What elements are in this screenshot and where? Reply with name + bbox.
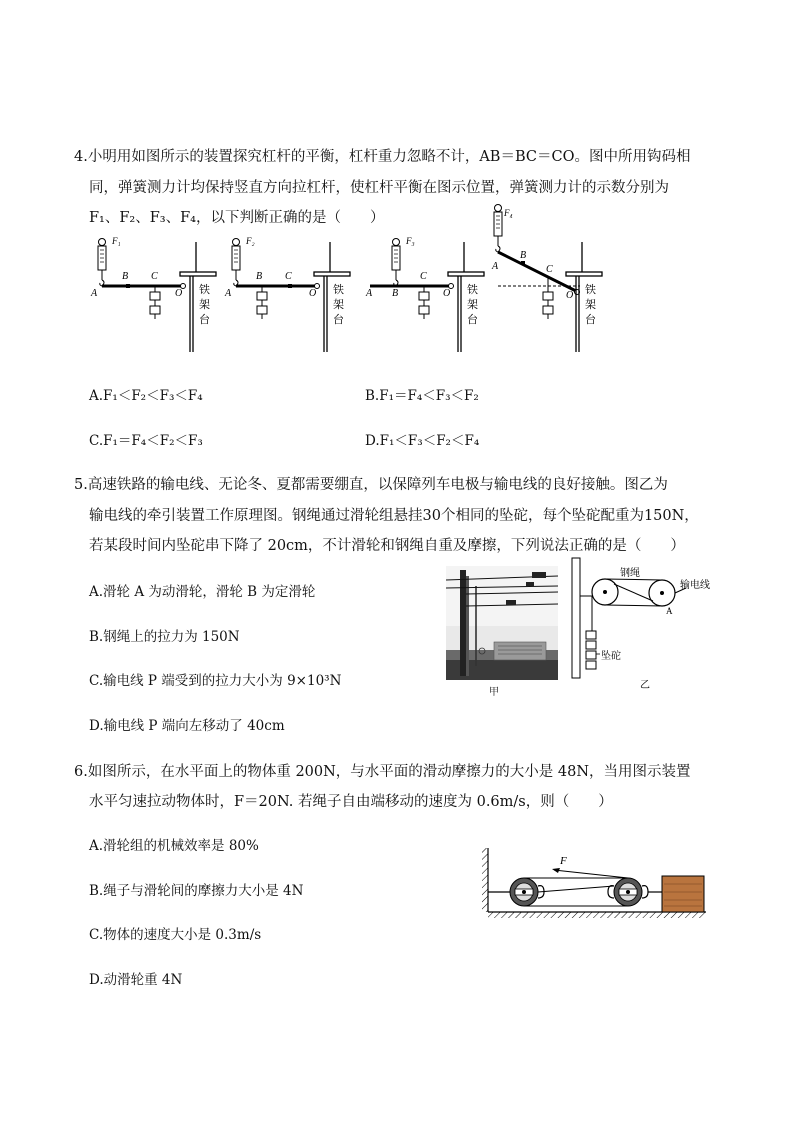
q4-a-label-1: A — [91, 288, 98, 299]
q5-rope-label: 钢绳 — [620, 568, 640, 579]
q4-c-label-1: C — [151, 271, 158, 282]
q4-a-label-2: A — [225, 288, 232, 299]
q4-stem-line-3: F₁、F₂、F₃、F₄，以下判断正确的是（ ） — [89, 210, 385, 226]
q4-option-d: D.F₁＜F₃＜F₂＜F₄ — [365, 433, 480, 449]
q5-caption-yi: 乙 — [640, 680, 650, 691]
q4-stand-label-3c: 台 — [467, 314, 478, 326]
q4-b-label-3: B — [392, 288, 399, 299]
q4-b-label-1: B — [122, 271, 129, 282]
q5-stem-line-2: 输电线的牵引装置工作原理图。钢绳通过滑轮组悬挂30个相同的坠砣，每个坠砣配重为150N， — [89, 508, 699, 524]
q4-stand-label-4c: 台 — [585, 314, 596, 326]
q4-option-b: B.F₁＝F₄＜F₃＜F₂ — [365, 388, 479, 404]
q5-weight-label: 坠砣 — [601, 651, 621, 662]
q4-stand-label-2c: 台 — [333, 314, 344, 326]
q4-stand-label-3b: 架 — [467, 299, 478, 311]
q6-option-c: C.物体的速度大小是 0.3m/s — [89, 927, 262, 943]
q4-a-label-4: A — [492, 261, 499, 272]
q5-stem-line-3: 若某段时间内坠砣串下降了 20cm，不计滑轮和钢绳自重及摩擦，下列说法正确的是（ ） — [89, 538, 685, 554]
q4-stand-label-1c: 台 — [199, 314, 210, 326]
q6-pulley-figure — [478, 842, 710, 922]
q5-wire-label: 输电线 — [680, 580, 710, 591]
q4-stand-label-4b: 架 — [585, 299, 596, 311]
q4-stem-line-2: 同，弹簧测力计均保持竖直方向拉杠杆，使杠杆平衡在图示位置，弹簧测力计的示数分别为 — [89, 180, 669, 196]
q4-o-label-4: O — [566, 290, 574, 301]
q5-caption-jia: 甲 — [489, 687, 499, 698]
q4-f4-label: F₄ — [504, 208, 513, 218]
q4-panel-4 — [491, 205, 602, 353]
q4-c-label-2: C — [285, 271, 292, 282]
q4-b-label-4: B — [520, 250, 527, 261]
q5-pulley-a-label: A — [666, 606, 673, 616]
q6-stem-line-2: 水平匀速拉动物体时，F＝20N. 若绳子自由端移动的速度为 0.6m/s，则（ ） — [89, 794, 613, 810]
q6-option-b: B.绳子与滑轮间的摩擦力大小是 4N — [89, 883, 304, 899]
q4-c-label-3: C — [420, 271, 427, 282]
q4-stand-label-1b: 架 — [199, 299, 210, 311]
q4-o-label-2: O — [309, 288, 317, 299]
q4-panel-1 — [90, 236, 216, 352]
q5-diagram-yi — [568, 556, 728, 696]
q4-stem-line-1: 4.小明用如图所示的装置探究杠杆的平衡，杠杆重力忽略不计，AB＝BC＝CO。图中所用钩码相 — [74, 149, 691, 165]
q4-stand-label-2a: 铁 — [333, 284, 344, 296]
q5-photo-jia — [446, 566, 558, 680]
q6-option-a: A.滑轮组的机械效率是 80% — [89, 838, 259, 854]
q4-f2-label: F₂ — [246, 236, 255, 246]
q4-stand-label-4a: 铁 — [585, 284, 596, 296]
q4-a-label-3: A — [366, 288, 373, 299]
q4-o-label-3: O — [443, 288, 451, 299]
q4-panel-2 — [224, 236, 350, 352]
q4-option-a: A.F₁＜F₂＜F₃＜F₄ — [89, 388, 203, 404]
q6-option-d: D.动滑轮重 4N — [89, 972, 183, 988]
q4-b-label-2: B — [256, 271, 263, 282]
q4-o-label-1: O — [175, 288, 183, 299]
q5-option-c: C.输电线 P 端受到的拉力大小为 9×10³N — [89, 673, 342, 689]
q5-option-b: B.钢绳上的拉力为 150N — [89, 629, 240, 645]
q4-panel-3 — [365, 236, 484, 352]
q4-stand-label-3a: 铁 — [467, 284, 478, 296]
q4-stand-label-1a: 铁 — [199, 284, 210, 296]
q5-option-a: A.滑轮 A 为动滑轮，滑轮 B 为定滑轮 — [89, 584, 316, 600]
q4-stand-label-2b: 架 — [333, 299, 344, 311]
q4-lever-figure — [88, 200, 628, 352]
q5-stem-line-1: 5.高速铁路的输电线、无论冬、夏都需要绷直，以保障列车电极与输电线的良好接触。图乙为 — [74, 477, 668, 493]
q6-stem-line-1: 6.如图所示，在水平面上的物体重 200N，与水平面的滑动摩擦力的大小是 48N，当用图示装置 — [74, 764, 691, 780]
q4-f1-label: F₁ — [112, 236, 121, 246]
q6-force-label: F — [560, 855, 567, 867]
q4-option-c: C.F₁＝F₄＜F₂＜F₃ — [89, 433, 203, 449]
q5-option-d: D.输电线 P 端向左移动了 40cm — [89, 718, 285, 734]
q4-c-label-4: C — [546, 264, 553, 275]
q4-f3-label: F₃ — [406, 236, 415, 246]
